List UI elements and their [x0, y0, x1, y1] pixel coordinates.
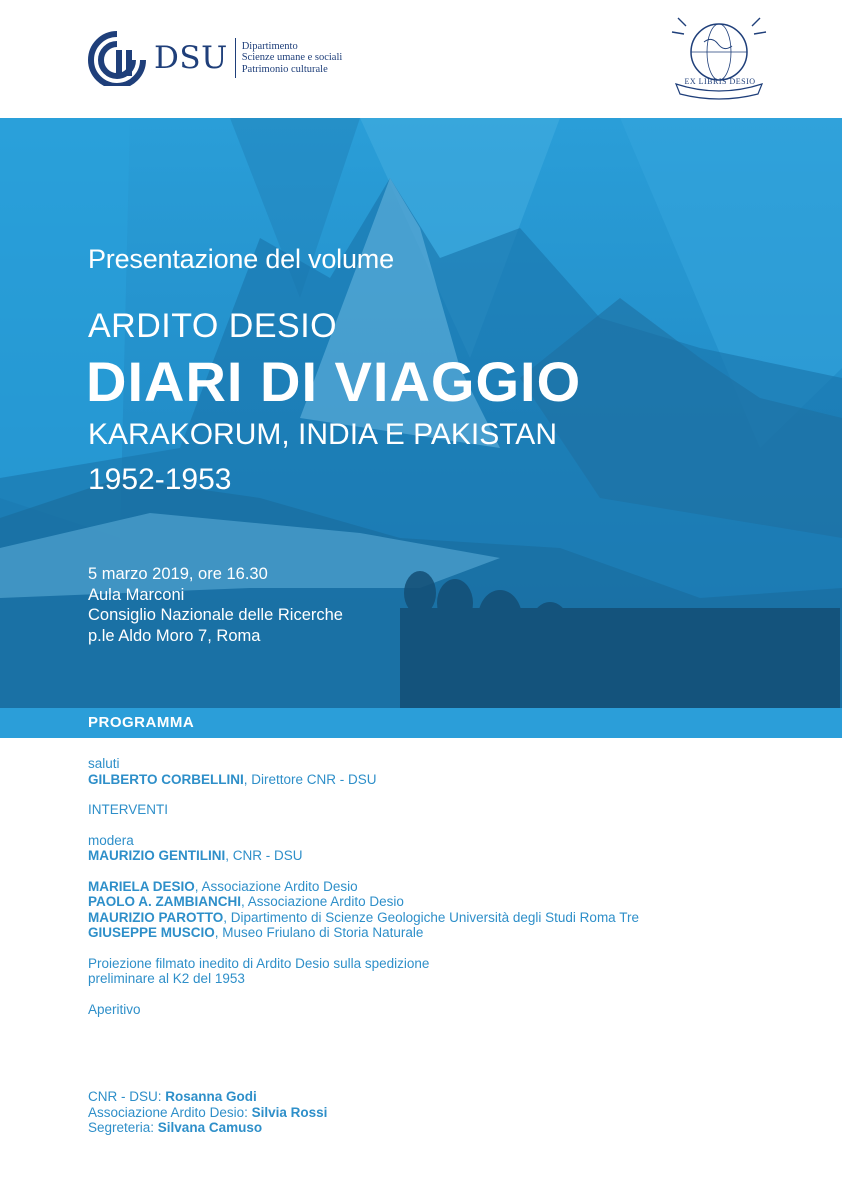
event-room: Aula Marconi — [88, 585, 185, 604]
program-section — [88, 756, 808, 1032]
contact-line — [88, 1089, 327, 1105]
header — [0, 0, 842, 118]
speaker-line — [88, 894, 808, 910]
ex-libris-label: EX LIBRIS DESIO — [684, 77, 756, 86]
event-subtitle: Presentazione del volume — [88, 244, 394, 274]
book-title: DIARI DI VIAGGIO — [86, 350, 582, 413]
dept-line: Patrimonio culturale — [241, 63, 328, 75]
contact-name: Rosanna Godi — [165, 1089, 257, 1104]
speakers-block — [88, 879, 808, 941]
contact-line — [88, 1120, 327, 1136]
contact-name: Silvia Rossi — [251, 1104, 328, 1120]
department-name — [242, 41, 343, 76]
dept-line: Dipartimento — [241, 40, 298, 52]
book-author: ARDITO DESIO — [88, 307, 338, 345]
speaker-name: GILBERTO CORBELLINI — [88, 771, 244, 787]
event-address: p.le Aldo Moro 7, Roma — [88, 626, 261, 645]
event-details — [88, 564, 343, 646]
program-bar — [0, 708, 842, 738]
ex-libris-emblem-icon — [664, 14, 774, 104]
greetings-label: saluti — [88, 756, 120, 771]
contact-name: Silvana Camuso — [157, 1120, 263, 1135]
aperitif-label: Aperitivo — [88, 1001, 141, 1017]
contact-label: Associazione Ardito Desio: — [88, 1104, 252, 1120]
interventions-block — [88, 802, 808, 818]
book-years: 1952-1953 — [88, 463, 232, 496]
event-date: 5 marzo 2019, ore 16.30 — [88, 565, 268, 583]
greetings-block — [88, 756, 808, 787]
contacts-section — [88, 1089, 327, 1136]
interventions-label: INTERVENTI — [88, 802, 169, 817]
speaker-name: GIUSEPPE MUSCIO — [88, 925, 215, 940]
speaker-name: MAURIZIO PAROTTO — [88, 909, 224, 925]
speaker-role: , Museo Friulano di Storia Naturale — [214, 925, 424, 940]
aperitif-block — [88, 1002, 808, 1018]
contact-label: Segreteria: — [88, 1120, 158, 1135]
logo-text: DSU — [154, 40, 228, 76]
greetings-line — [88, 772, 808, 788]
speaker-line — [88, 925, 808, 941]
dept-line: Scienze umane e sociali — [241, 52, 343, 64]
film-line: Proiezione filmato inedito di Ardito Desio sulla spedizione — [88, 955, 430, 971]
speaker-role: , Direttore CNR - DSU — [243, 771, 377, 787]
cnr-logo-icon — [86, 30, 148, 86]
contact-label: CNR - DSU: — [88, 1089, 166, 1104]
speaker-role: , Associazione Ardito Desio — [194, 878, 358, 894]
speaker-name: PAOLO A. ZAMBIANCHI — [88, 894, 241, 909]
speaker-line — [88, 879, 808, 895]
speaker-role: , Dipartimento di Scienze Geologiche Università degli Studi Roma Tre — [223, 909, 639, 925]
speaker-name: MAURIZIO GENTILINI — [88, 848, 226, 863]
logo-divider — [235, 38, 236, 78]
speaker-line — [88, 910, 808, 926]
event-institution: Consiglio Nazionale delle Ricerche — [88, 606, 343, 624]
moderator-line — [88, 848, 808, 864]
speaker-name: MARIELA DESIO — [88, 878, 195, 894]
moderator-block — [88, 833, 808, 864]
book-subtitle: KARAKORUM, INDIA E PAKISTAN — [88, 418, 557, 451]
film-line: preliminare al K2 del 1953 — [88, 971, 245, 986]
dsu-logo — [86, 28, 342, 88]
moderator-label: modera — [88, 832, 134, 848]
contact-line — [88, 1105, 327, 1121]
speaker-role: , Associazione Ardito Desio — [241, 894, 404, 909]
speaker-role: , CNR - DSU — [225, 848, 303, 863]
program-heading: PROGRAMMA — [88, 714, 195, 731]
hero-banner — [0, 118, 842, 708]
film-block — [88, 956, 808, 987]
